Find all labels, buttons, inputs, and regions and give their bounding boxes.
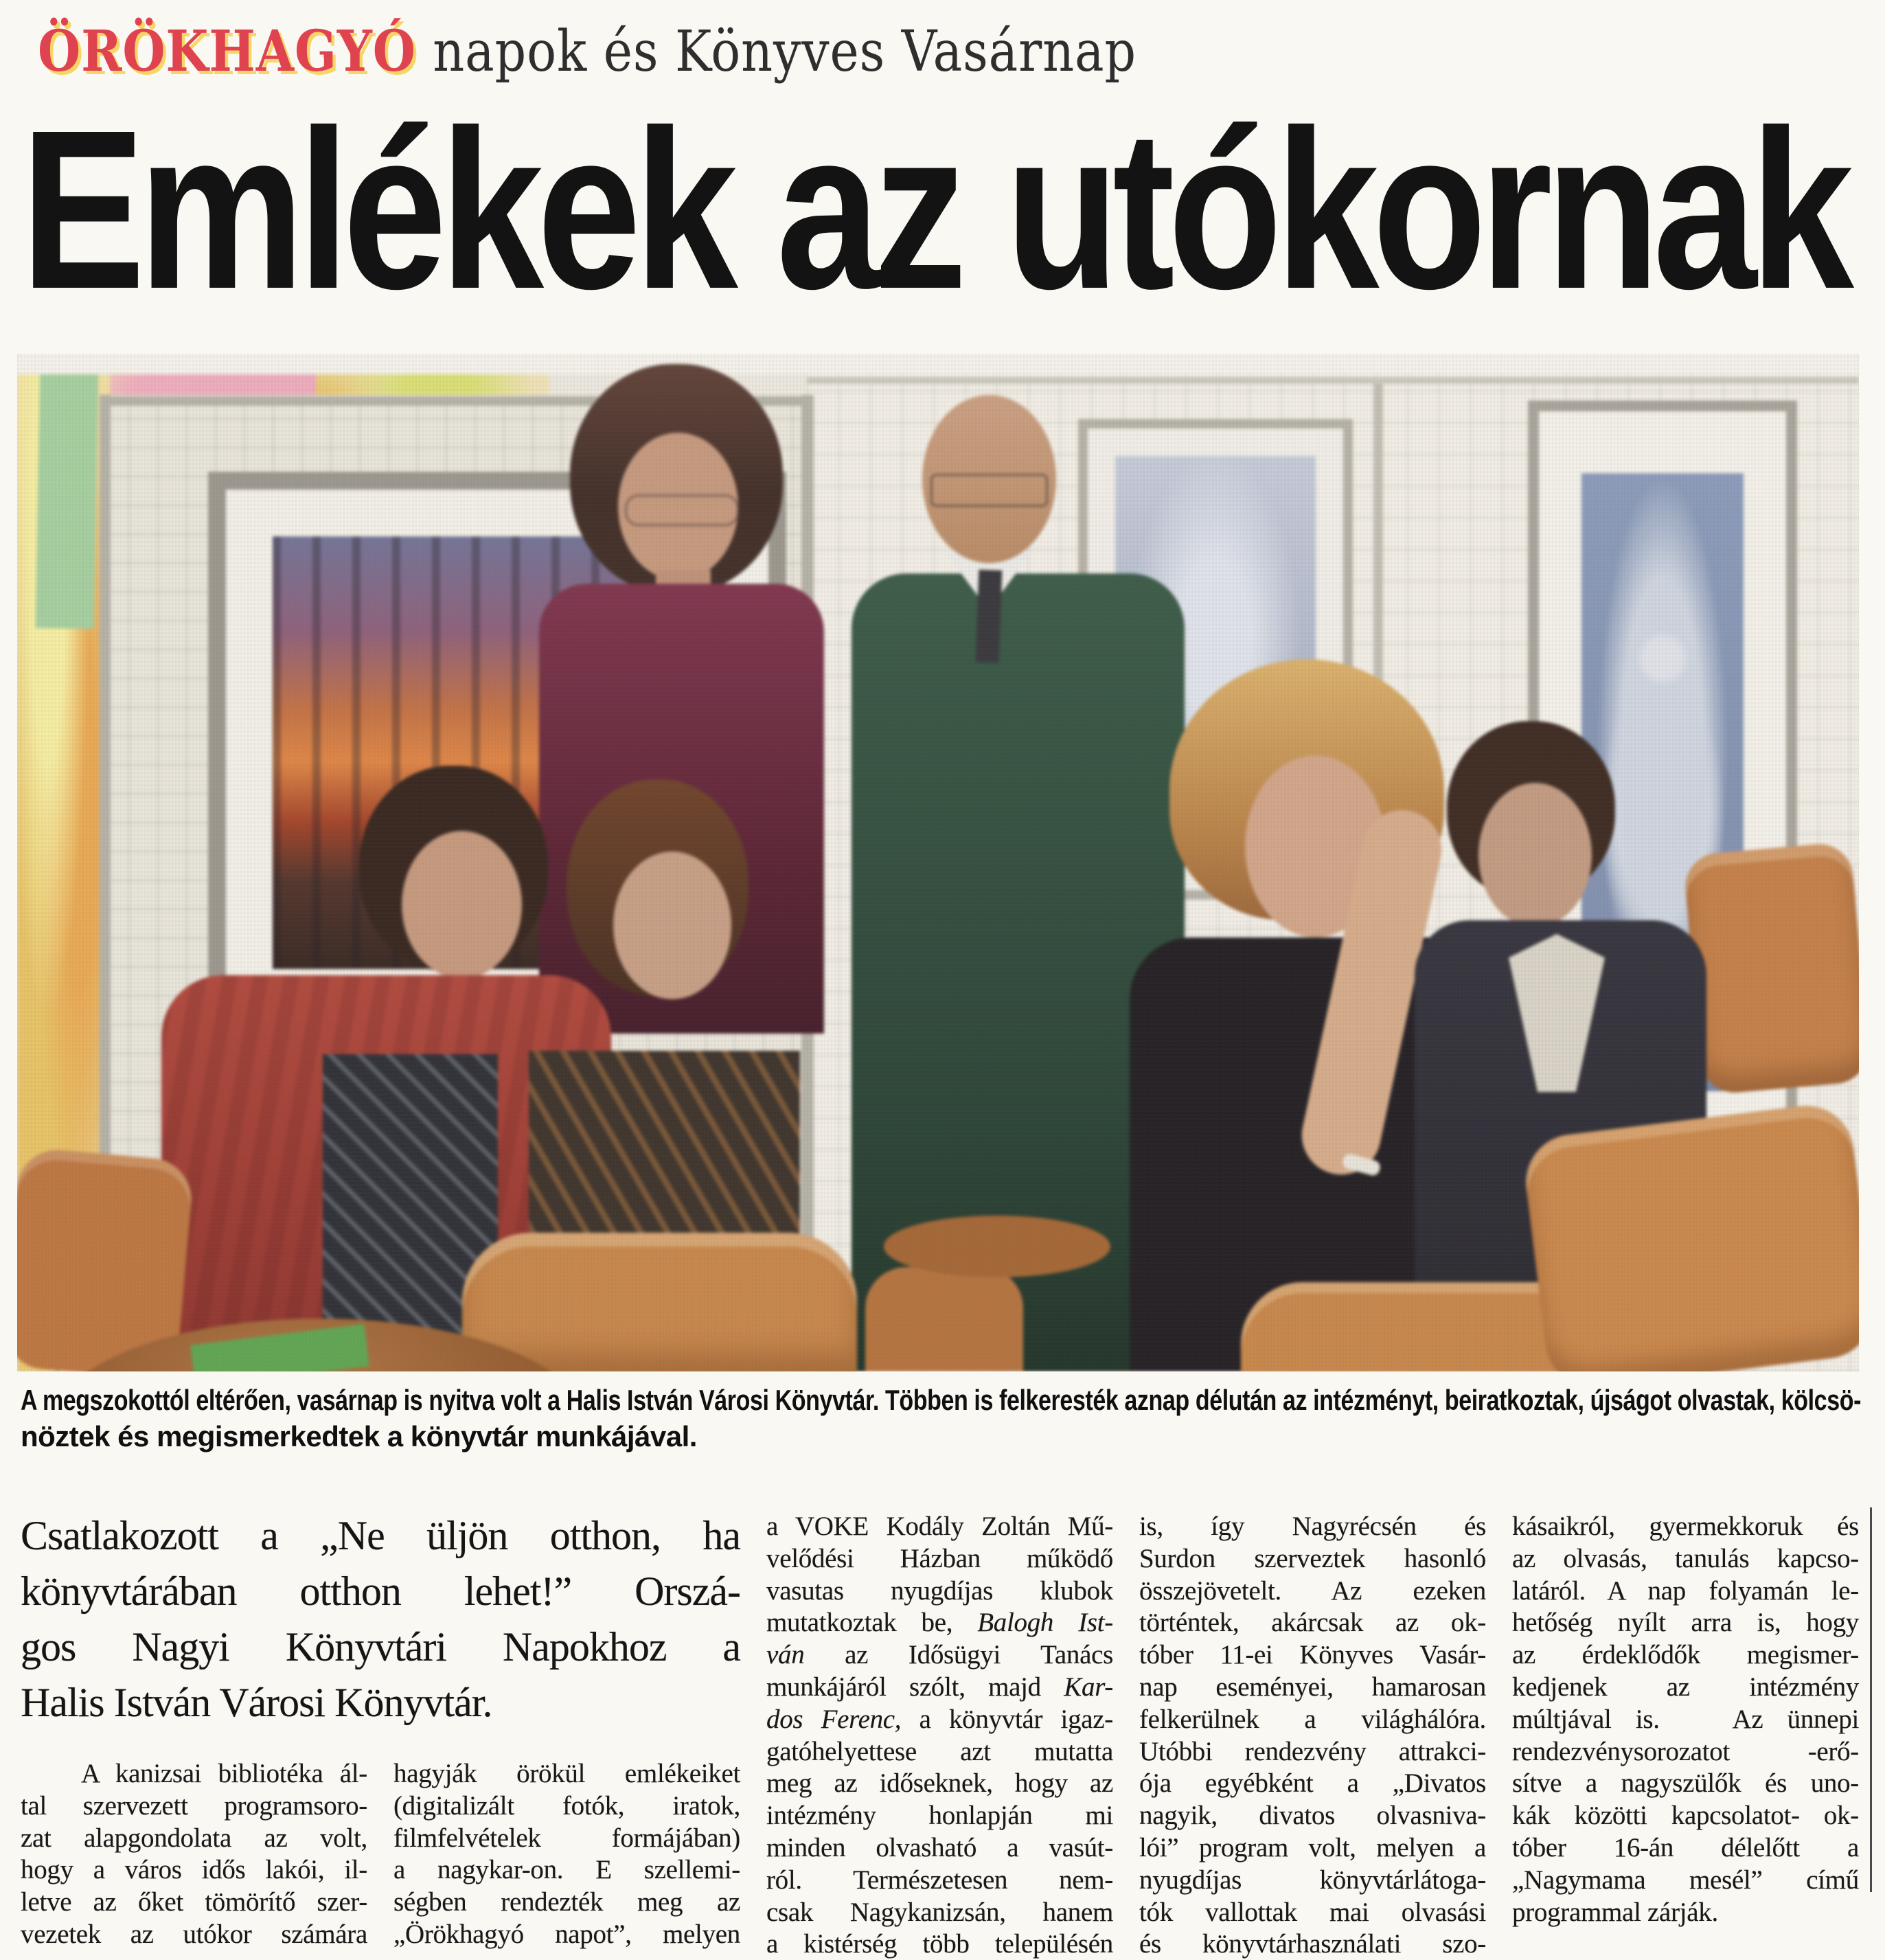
text-line: vezetek az utókor számára — [21, 1919, 367, 1949]
text-line: ról. Természetesen nem- — [766, 1865, 1113, 1895]
text-line: munkájáról szólt, majd Kar- — [766, 1672, 1113, 1702]
text-line: meg az időseknek, hogy az — [766, 1768, 1113, 1799]
text-line: ván az Idősügyi Tanács — [766, 1640, 1113, 1670]
text-line: letve az őket tömörítő szer- — [21, 1887, 367, 1917]
standing-man-tie — [976, 569, 1003, 663]
text-line: hogy a város idős lakói, il- — [21, 1855, 367, 1885]
article-photo — [17, 354, 1859, 1371]
text-line: kedjenek az intézmény — [1512, 1672, 1859, 1702]
panel-bar — [807, 377, 1859, 384]
wooden-chair — [865, 1267, 1023, 1371]
text-line: rendezvénysorozatot -erő- — [1512, 1736, 1859, 1766]
photo-caption — [21, 1382, 1861, 1455]
text-line: a kistérség több településén — [766, 1929, 1113, 1959]
text-line: ségben rendezték meg az — [393, 1887, 740, 1917]
text-line: zat alapgondolata az volt, — [21, 1823, 367, 1853]
headline — [21, 82, 1847, 336]
wooden-chair — [1682, 841, 1859, 1095]
seated-woman-2-face — [613, 852, 731, 999]
text-line: történtek, akárcsak az ok- — [1139, 1608, 1486, 1638]
text-line: filmfelvételek formájában) — [393, 1823, 740, 1853]
text-line: nap eseményei, hamarosan — [1139, 1672, 1486, 1702]
text-line: nyugdíjas könyvtárlátoga- — [1139, 1865, 1486, 1895]
text-line: hagyják örökül emlékeiket — [393, 1759, 740, 1788]
text-line: Csatlakozott a „Ne üljön otthon, ha — [21, 1513, 740, 1558]
text-line: a nagykar-on. E szellemi- — [393, 1855, 740, 1885]
article-column-4 — [1139, 1511, 1486, 1960]
standing-man-glasses — [930, 474, 1048, 507]
text-line: gos Nagyi Könyvtári Napokhoz a — [21, 1624, 740, 1670]
text-line: Surdon szerveztek hasonló — [1139, 1543, 1486, 1573]
text-line: tóber 11-ei Könyves Vasár- — [1139, 1640, 1486, 1670]
wooden-chair — [462, 1233, 857, 1371]
text-line: dos Ferenc, a könyvtár igaz- — [766, 1704, 1113, 1734]
text-line: gatóhelyettese azt mutatta — [766, 1736, 1113, 1766]
headline-text: Emlékek az utókornak — [21, 82, 1847, 336]
text-line: sítve a nagyszülők és uno- — [1512, 1768, 1859, 1799]
standing-woman-glasses — [625, 494, 739, 526]
text-line: lói” program volt, melyen a — [1139, 1832, 1486, 1862]
text-line: a VOKE Kodály Zoltán Mű- — [766, 1512, 1113, 1541]
text-line: tal szervezett programsoro- — [21, 1790, 367, 1821]
text-line: „Nagymama mesél” című — [1512, 1865, 1859, 1895]
photo-top-edge — [17, 354, 1859, 374]
text-line: minden olvasható a vasút- — [766, 1832, 1113, 1862]
text-line: Halis István Városi Könyvtár. — [21, 1680, 492, 1725]
text-line: vasutas nyugdíjas klubok — [766, 1575, 1113, 1606]
green-panel — [36, 363, 99, 628]
caption-line: A megszokottól eltérően, vasárnap is nyitva volt a Halis István Városi Könyvtár. Többen is felkeresték aznap délután az intézményt, beiratkoztak, újságot olvastak, kölcsö- — [21, 1384, 1861, 1416]
text-line: az olvasás, tanulás kapcso- — [1512, 1543, 1859, 1573]
text-line: (digitalizált fotók, iratok, — [393, 1790, 740, 1821]
kicker-line — [38, 14, 1136, 90]
text-line: mutatkoztak be, Balogh Ist- — [766, 1608, 1113, 1638]
text-line: könyvtárában otthon lehet!” Orszá- — [21, 1569, 740, 1614]
wooden-chair — [1520, 1100, 1859, 1371]
older-woman-face — [1478, 783, 1592, 927]
article-column-1 — [21, 1758, 367, 1951]
column-divider-rule — [1870, 1507, 1872, 1892]
text-line: is, így Nagyrécsén és — [1139, 1512, 1486, 1541]
wooden-table-small — [884, 1216, 1110, 1277]
text-line: kák közötti kapcsolatot- ok- — [1512, 1801, 1859, 1831]
kicker — [38, 14, 1136, 89]
text-line: nagyik, divatos olvasniva- — [1139, 1801, 1486, 1831]
text-line: felkerülnek a világhálóra. — [1139, 1704, 1486, 1734]
text-line: A kanizsai bibliotéka ál- — [81, 1759, 367, 1788]
text-line: intézmény honlapján mi — [766, 1801, 1113, 1831]
article-column-3 — [766, 1511, 1113, 1960]
text-line: „Örökhagyó napot”, melyen — [393, 1919, 740, 1949]
text-line: hetőség nyílt arra is, hogy — [1512, 1608, 1859, 1638]
caption-line: nöztek és megismerkedtek a könyvtár munkájával. — [21, 1420, 697, 1452]
photo-scene — [17, 354, 1859, 1371]
text-line: múltjával is. Az ünnepi — [1512, 1704, 1859, 1734]
text-line: velődési Házban működő — [766, 1543, 1113, 1573]
text-line: összejövetelt. Az ezeken — [1139, 1575, 1486, 1606]
article-column-5 — [1512, 1511, 1859, 1928]
article-column-2 — [393, 1758, 740, 1951]
seated-woman-red-face — [402, 831, 522, 979]
text-line: latáról. A nap folyamán le- — [1512, 1575, 1859, 1606]
text-line: kásaikról, gyermekkoruk és — [1512, 1512, 1859, 1541]
text-line: Utóbbi rendezvény attrakci- — [1139, 1736, 1486, 1766]
text-line: és könyvtárhasználati szo- — [1139, 1929, 1486, 1959]
kicker-brand: ÖRÖKHAGYÓ — [38, 19, 416, 84]
text-line: az érdeklődők megismer- — [1512, 1640, 1859, 1670]
text-line: tóber 16-án délelőtt a — [1512, 1832, 1859, 1862]
text-line: csak Nagykanizsán, hanem — [766, 1897, 1113, 1927]
text-line: tók vallottak mai olvasási — [1139, 1897, 1486, 1927]
text-line: programmal zárják. — [1512, 1897, 1718, 1927]
kicker-subtitle: napok és Könyves Vasárnap — [433, 19, 1136, 84]
text-line: ója egyébként a „Divatos — [1139, 1768, 1486, 1799]
lead-paragraph — [21, 1508, 740, 1731]
